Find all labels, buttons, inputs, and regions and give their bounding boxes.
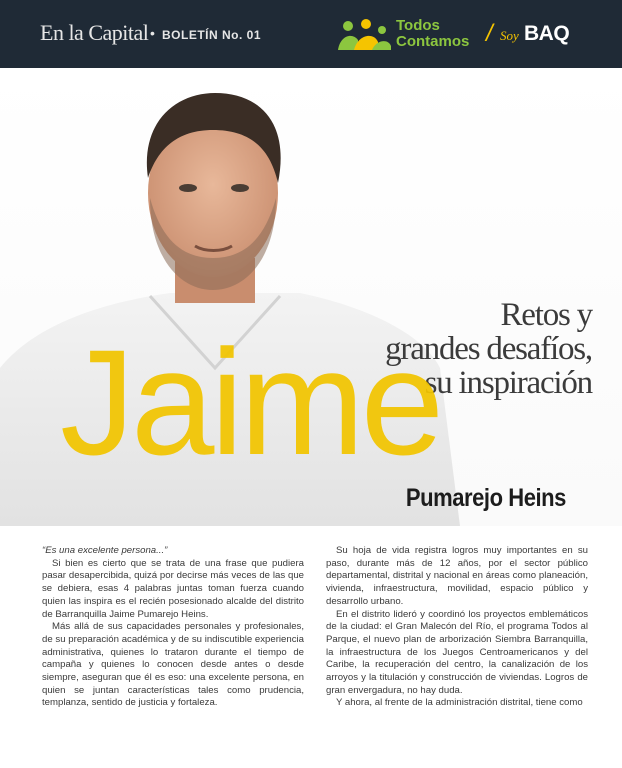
last-name-headline: Pumarejo Heins bbox=[405, 484, 566, 512]
article-paragraph: En el distrito lideró y coordinó los proyectos emblemáticos de la ciudad: el Gran Malecón del Río, el programa Todos al Parque, el nuevo plan de arborización Siembra Barranquilla, la infraestructura de los Juegos Centroamericanos y del Caribe, la recuperación del centro, la canalización de los arroyos y la titulación y construcción de viviendas. Logros de gran envergadura, no hay duda. bbox=[326, 608, 588, 696]
article-paragraph: Y ahora, al frente de la administración distrital, tiene como bbox=[336, 697, 583, 709]
article-paragraph: Si bien es cierto que se trata de una frase que pudiera pasar desapercibida, quizá por decirse más veces de las que se debiera, esas 4 palabras juntas toman fuerza cuando quien las inspira es el recién posesionado alcalde del distrito de Barranquilla Jaime Pumarejo Heins. bbox=[42, 557, 304, 620]
header-bar bbox=[0, 0, 622, 68]
todos-contamos-logo bbox=[336, 14, 586, 56]
tagline-line-2: grandes desafíos, bbox=[385, 331, 592, 367]
title-bullet: • bbox=[150, 25, 155, 41]
logo-line-2: Contamos bbox=[396, 33, 470, 50]
logo-slash: / bbox=[486, 20, 493, 47]
article-body bbox=[42, 545, 588, 715]
article-paragraph: Su hoja de vida registra logros muy importantes en su paso, durante más de 12 años, por el sector público departamental, distrital y nacional en áreas como planeación, vivienda, infraestructura, movilidad, espacio público y desarrollo urbano. bbox=[326, 545, 588, 607]
article-column-right bbox=[326, 545, 588, 710]
logo-line-1: Todos bbox=[396, 17, 440, 34]
article-paragraph: Más allá de sus capacidades personales y profesionales, de su preparación académica y de su indiscutible experiencia administrativa, quienes lo trataron durante el tiempo de campaña y quienes lo conocen desde antes o desde siempre, aseguran que él es eso: una excelente persona, en quien se juntan características tales como prudencia, templanza, sentido de justicia y fortaleza. bbox=[42, 621, 304, 709]
people-icon bbox=[336, 18, 392, 52]
section-title: En la Capital bbox=[40, 20, 149, 45]
article-column-left bbox=[42, 545, 304, 710]
article-quote: “Es una excelente persona...” bbox=[42, 545, 168, 556]
bulletin-number: BOLETÍN No. 01 bbox=[162, 28, 262, 42]
tagline-line-3: su inspiración bbox=[424, 365, 592, 401]
logo-baq: BAQ bbox=[524, 22, 570, 45]
first-name-headline: Jaime bbox=[60, 318, 441, 486]
tagline-line-1: Retos y bbox=[500, 297, 592, 333]
logo-soy: Soy bbox=[500, 28, 519, 43]
